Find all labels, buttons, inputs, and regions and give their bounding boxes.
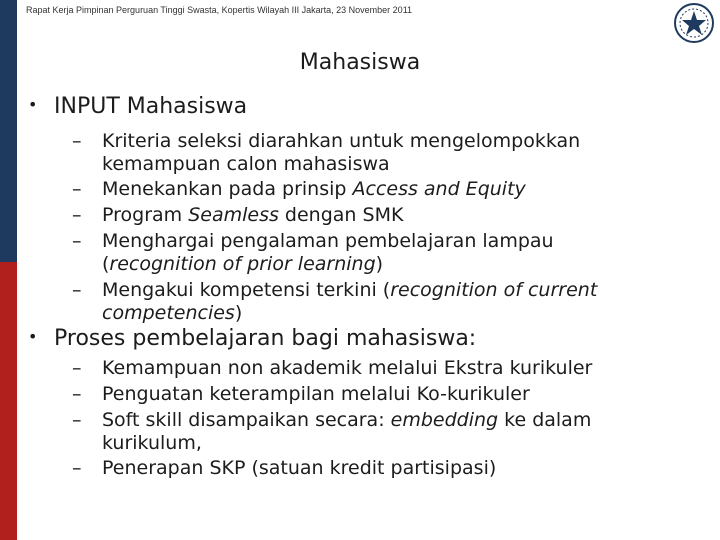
header-note: Rapat Kerja Pimpinan Perguruan Tinggi Swasta, Kopertis Wilayah III Jakarta, 23 November 2011: [26, 5, 413, 15]
section-proses-heading: • Proses pembelajaran bagi mahasiswa:: [28, 326, 477, 351]
slide-title: Mahasiswa: [299, 50, 421, 75]
university-seal-icon: [673, 2, 715, 44]
left-accent-bar-red: [0, 262, 17, 540]
section-input-heading: • INPUT Mahasiswa: [28, 94, 248, 119]
left-accent-bar-blue: [0, 0, 17, 262]
